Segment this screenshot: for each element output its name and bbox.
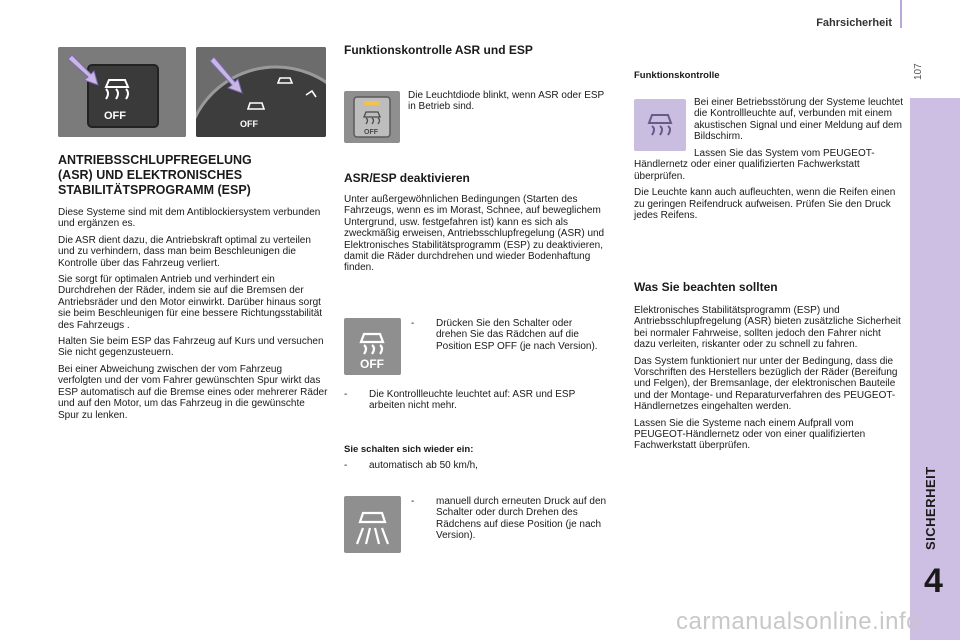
step-text: Drücken Sie den Schalter oder drehen Sie das Rädchen auf die Position ESP OFF (je nach Version).	[436, 318, 598, 352]
traction-control-icon	[344, 496, 401, 553]
page-header-title: Fahrsicherheit	[816, 17, 892, 29]
led-description: Die Leuchtdiode blinkt, wenn ASR oder ESP in Betrieb sind.	[408, 90, 605, 113]
esp-off-led-icon	[344, 91, 400, 143]
watermark: carmanualsonline.info	[676, 608, 920, 635]
dash: -	[344, 389, 348, 400]
step-text: automatisch ab 50 km/h,	[369, 460, 478, 471]
note-body	[634, 305, 904, 457]
paragraph: Diese Systeme sind mit dem Antiblockiersystem verbunden und ergänzen es.	[58, 207, 321, 230]
photo-off-label-2: OFF	[240, 119, 258, 129]
page-number: 107	[913, 63, 924, 80]
chapter-side-tab	[910, 98, 960, 640]
heading-line-1: ANTRIEBSSCHLUPFREGELUNG	[58, 153, 252, 167]
paragraph: Bei einer Abweichung zwischen der vom Fahrzeug verfolgten und der vom Fahrer gewünschten Spur wirkt das ESP automatisch auf die Bremse eines oder mehrerer Räder und auf den Motor, um das Fahrzeug in die gewünschte Spur zu lenken.	[58, 363, 328, 421]
paragraph: Elektronisches Stabilitätsprogramm (ESP) und Antriebsschlupfregelung (ASR) bieten zusätzliche Sicherheit bei normaler Fahrweise, sollten jedoch den Fahrer nicht dazu verleiten, riskanter oder zu schnell zu fahren.	[634, 305, 901, 351]
dash: -	[344, 460, 348, 471]
function-check-heading: Funktionskontrolle	[634, 70, 720, 81]
esp-off-switch-icon	[344, 318, 401, 375]
header-divider	[900, 0, 902, 28]
step-press-switch	[411, 318, 611, 366]
paragraph: Lassen Sie die Systeme nach einem Aufprall vom PEUGEOT-Händlernetz oder von einer qualifizierten Fachwerkstatt überprüfen.	[634, 417, 866, 452]
note-heading: Was Sie beachten sollten	[634, 280, 778, 294]
paragraph: Bei einer Betriebsstörung der Systeme leuchtet die Kontrollleuchte auf, verbunden mit einem akustischen Signal und einer Meldung auf dem Bildschirm.	[694, 97, 903, 143]
section-heading-deactivate: ASR/ESP deaktivieren	[344, 171, 470, 185]
paragraph: Die Leuchte kann auch aufleuchten, wenn die Reifen einen zu geringen Reifendruck aufweisen. Prüfen Sie den Druck jedes Reifens.	[634, 187, 896, 222]
esp-warning-lamp-icon	[634, 99, 686, 151]
step-text: manuell durch erneuten Druck auf den Schalter oder durch Drehen des Rädchens auf diese Position (je nach Version).	[436, 496, 607, 542]
deactivate-description: Unter außergewöhnlichen Bedingungen (Starten des Fahrzeugs, wenn es im Morast, Schnee, auf beweglichem Untergrund, usw. festgefahren ist) kann es sich als zweckmäßig erweisen, Antriebsschlupfregelung (ASR) und Elektronisches Stabilitätsprogramm (ESP) zu deaktivieren, damit die Räder durchdrehen und wieder Bodenhaftung finden.	[344, 194, 605, 274]
chapter-label: SICHERHEIT	[923, 466, 938, 550]
reactivate-heading: Sie schalten sich wieder ein:	[344, 444, 474, 455]
reactivate-manual	[411, 496, 611, 546]
paragraph: Lassen Sie das System vom PEUGEOT-Händlernetz oder einer qualifizierten Fachwerkstatt überprüfen.	[634, 148, 875, 182]
paragraph: Sie sorgt für optimalen Antrieb und verhindert ein Durchdrehen der Räder, indem sie auf die Bremsen der Antriebsräder und den Motor einwirkt. Darüber hinaus sorgt sie beim Beschleunigen für eine bessere Richtungsstabilität des Fahrzeugs .	[58, 274, 323, 331]
switch-off-label: OFF	[360, 357, 384, 371]
dashboard-dial-photo	[196, 47, 326, 137]
section-heading-function-check: Funktionskontrolle ASR und ESP	[344, 43, 533, 57]
reactivate-auto	[344, 460, 604, 474]
heading-line-2: (ASR) UND ELEKTRONISCHES	[58, 168, 243, 182]
dashboard-button-photo	[58, 47, 186, 137]
dash: -	[411, 496, 415, 507]
led-off-label: OFF	[364, 129, 378, 136]
paragraph: Die ASR dient dazu, die Antriebskraft optimal zu verteilen und zu verhindern, dass man beim Beschleunigen die Kontrolle über das Fahrzeug verliert.	[58, 234, 311, 269]
paragraph: Das System funktioniert nur unter der Bedingung, dass die Vorschriften des Herstellers bezüglich der Räder (Bereifung und Felgen), der Bremsanlage, der elektronischen Bauteile und der Montage- und Reparaturverfahren des PEUGEOT-Händlernetzes eingehalten werden.	[634, 355, 898, 413]
paragraph: Halten Sie beim ESP das Fahrzeug auf Kurs und versuchen Sie nicht gegenzusteuern.	[58, 336, 324, 359]
fault-check-text	[634, 148, 904, 226]
chapter-number: 4	[924, 562, 943, 600]
photo-off-label: OFF	[104, 110, 126, 122]
heading-line-3: STABILITÄTSPROGRAMM (ESP)	[58, 183, 251, 197]
dash: -	[411, 318, 415, 329]
step-text: Die Kontrollleuchte leuchtet auf: ASR und ESP arbeiten nicht mehr.	[369, 389, 576, 412]
section-heading-asr-esp	[58, 153, 318, 198]
fault-description	[694, 97, 904, 148]
step-indicator-on	[344, 389, 614, 415]
left-body	[58, 207, 328, 426]
